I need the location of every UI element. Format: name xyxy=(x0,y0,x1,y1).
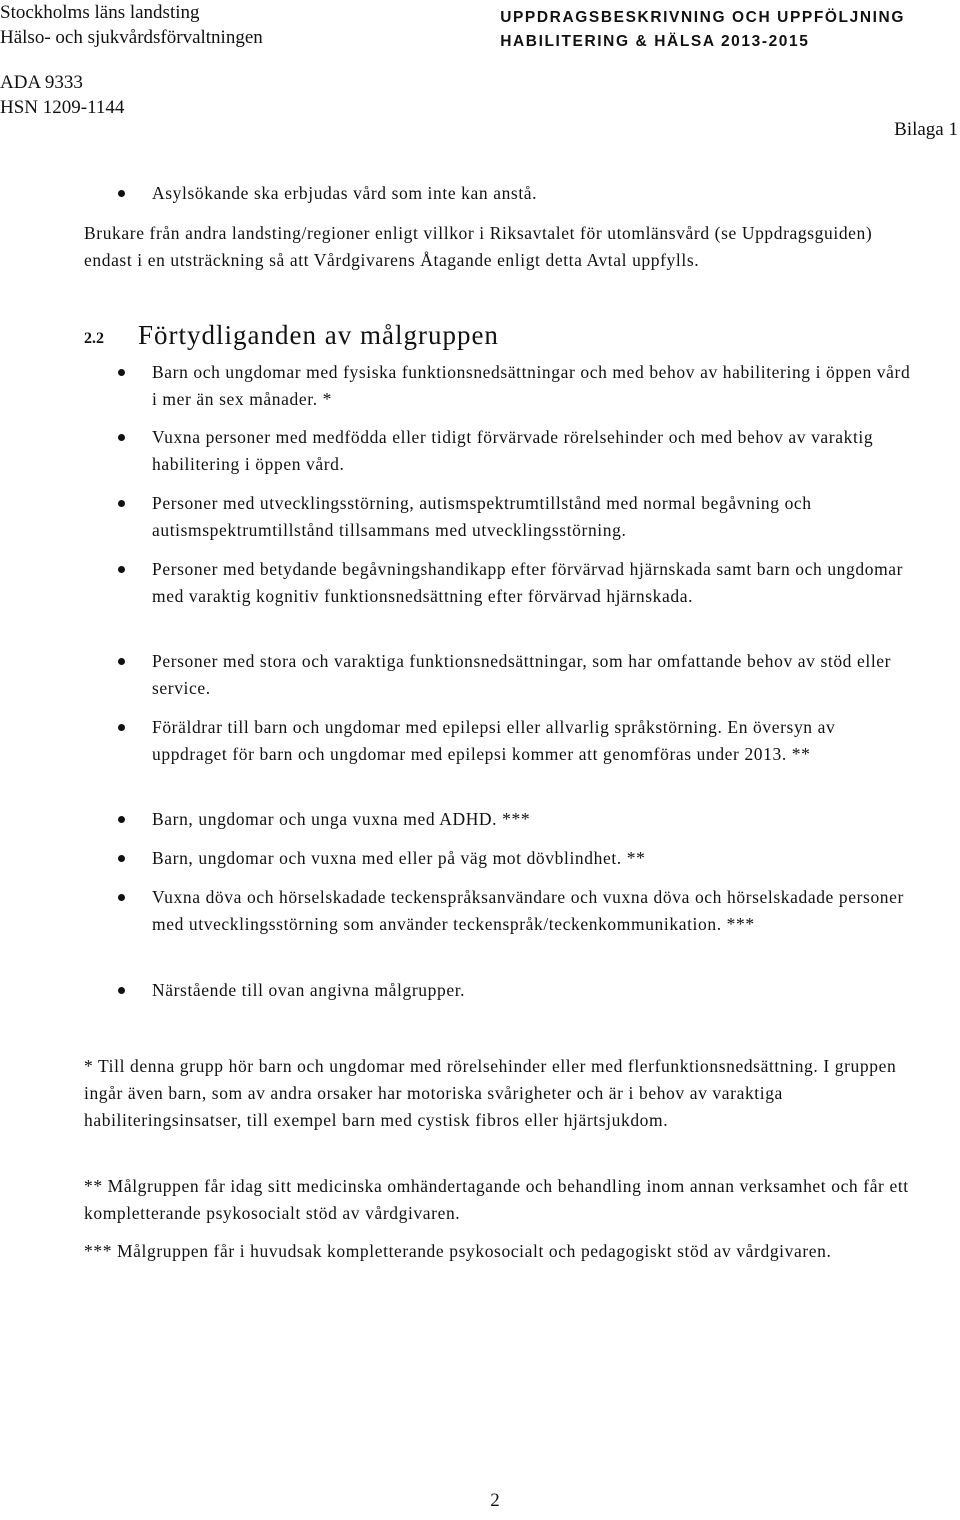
bullet-icon xyxy=(118,658,125,665)
list-item-text: Föräldrar till barn och ungdomar med epilepsi eller allvarlig språkstörning. En översyn av uppdraget för barn och ungdomar med epilepsi kommer att genomföras under 2013. ** xyxy=(152,717,836,764)
list-item-text: Personer med utvecklingsstörning, autismspektrumtillstånd med normal begåvning och autismspektrumtillstånd tillsammans med utvecklingsstörning. xyxy=(152,493,812,540)
id-line-1: ADA 9333 xyxy=(0,72,83,93)
bullet-icon xyxy=(118,369,125,376)
bullet-icon xyxy=(118,190,125,197)
bullet-icon xyxy=(118,434,125,441)
bullet-text: Asylsökande ska erbjudas vård som inte kan anstå. xyxy=(152,183,538,203)
bullet-icon xyxy=(118,724,125,731)
bullet-icon xyxy=(118,894,125,901)
list-item-text: Personer med betydande begåvningshandikapp efter förvärvad hjärnskada samt barn och ungdomar med varaktig kognitiv funktionsnedsättning efter förvärvad hjärnskada. xyxy=(152,559,904,606)
list-item-text: Vuxna personer med medfödda eller tidigt förvärvade rörelsehinder och med behov av varaktig habilitering i öppen vård. xyxy=(152,427,874,474)
document-ids xyxy=(0,70,124,120)
org-line-1: Stockholms läns landsting xyxy=(0,2,200,23)
footnote-1: * Till denna grupp hör barn och ungdomar med rörelsehinder eller med flerfunktionsnedsättning. I gruppen ingår även barn, som av andra orsaker har motoriska svårigheter och är i behov av varaktiga habiliteringsinsatser, till exempel barn med cystisk fibros eller hjärtsjukdom. xyxy=(84,1056,897,1130)
document-title xyxy=(500,6,905,54)
bullet-icon xyxy=(118,816,125,823)
title-line-2: HABILITERING & HÄLSA 2013-2015 xyxy=(500,33,810,50)
bullet-icon xyxy=(118,500,125,507)
organization-name xyxy=(0,0,263,50)
bullet-icon xyxy=(118,987,125,994)
list-item-text: Barn, ungdomar och vuxna med eller på väg mot dövblindhet. ** xyxy=(152,848,646,868)
list-item-text: Närstående till ovan angivna målgrupper. xyxy=(152,980,466,1000)
list-item-text: Barn, ungdomar och unga vuxna med ADHD. *** xyxy=(152,809,531,829)
id-line-2: HSN 1209-1144 xyxy=(0,97,125,118)
list-item-text: Personer med stora och varaktiga funktionsnedsättningar, som har omfattande behov av stöd eller service. xyxy=(152,651,892,698)
bullet-icon xyxy=(118,566,125,573)
attachment-label: Bilaga 1 xyxy=(894,119,958,140)
intro-paragraph: Brukare från andra landsting/regioner enligt villkor i Riksavtalet för utomlänsvård (se Uppdragsguiden) endast i en utsträckning så att Vårdgivarens Åtagande enligt detta Avtal uppfylls. xyxy=(84,223,873,270)
list-item-text: Barn och ungdomar med fysiska funktionsnedsättningar och med behov av habilitering i öppen vård i mer än sex månader. * xyxy=(152,362,911,409)
footnote-3: *** Målgruppen får i huvudsak kompletterande psykosocialt och pedagogiskt stöd av vårdgivaren. xyxy=(84,1241,832,1261)
bullet-icon xyxy=(118,855,125,862)
org-line-2: Hälso- och sjukvårdsförvaltningen xyxy=(0,27,263,48)
page-number: 2 xyxy=(490,1490,500,1511)
section-title: Förtydliganden av målgruppen xyxy=(138,320,499,350)
list-item-text: Vuxna döva och hörselskadade teckenspråksanvändare och vuxna döva och hörselskadade personer med utvecklingsstörning som använder teckenspråk/teckenkommunikation. *** xyxy=(152,887,904,934)
section-number: 2.2 xyxy=(84,330,104,347)
title-line-1: UPPDRAGSBESKRIVNING OCH UPPFÖLJNING xyxy=(500,9,905,26)
footnote-2: ** Målgruppen får idag sitt medicinska omhändertagande och behandling inom annan verksamhet och får ett kompletterande psykosocialt stöd av vårdgivaren. xyxy=(84,1176,909,1223)
